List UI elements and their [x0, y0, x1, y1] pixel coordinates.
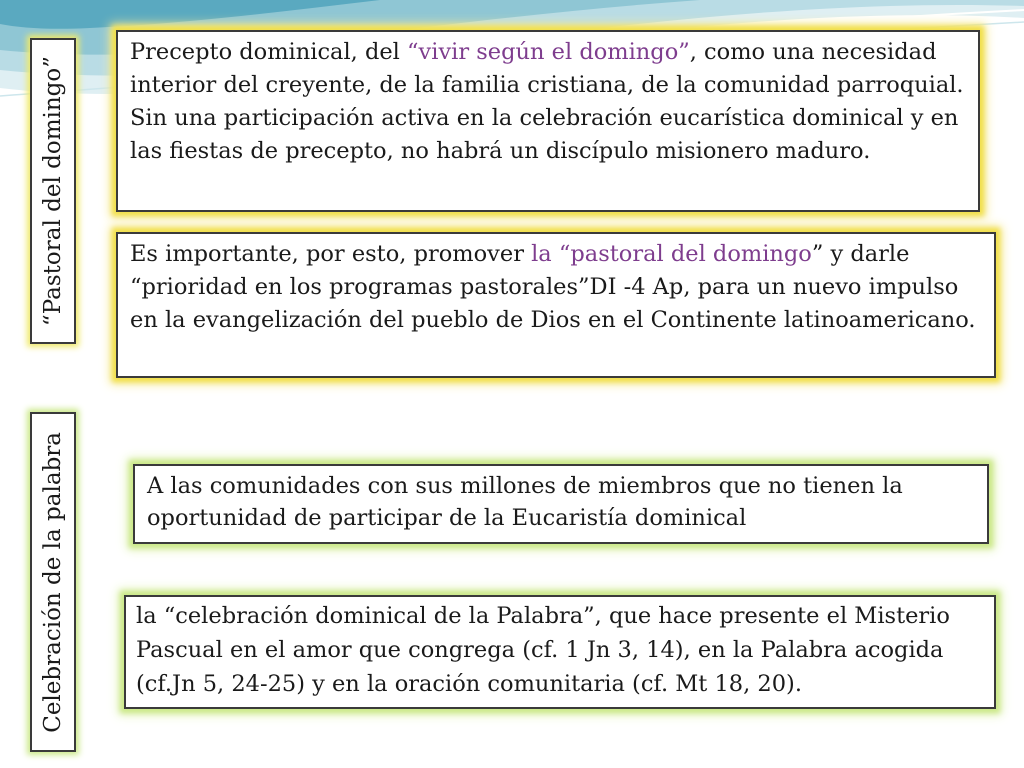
- pastoral-del-domingo-highlight: la “pastoral del domingo: [531, 241, 812, 267]
- pastoral-importance-box: [116, 232, 996, 378]
- pastoral-del-domingo-label: [30, 38, 76, 344]
- celebracion-label-text: Celebración de la palabra: [40, 431, 66, 733]
- celebracion-dominical-box: [124, 595, 996, 709]
- precepto-dominical-box: [116, 30, 980, 212]
- precepto-paragraph: Precepto dominical, del “vivir según el domingo”, como una necesidad interior del creyente, de la familia cristiana, de la comunidad parroquial.: [130, 39, 964, 98]
- celebracion-paragraph: la “celebración dominical de la Palabra”, que hace presente el Misterio Pascual en el amor que congrega (cf. 1 Jn 3, 14), en la Palabra acogida (cf.Jn 5, 24-25) y en la oración comunitaria (cf. Mt 18, 20).: [136, 603, 950, 697]
- celebracion-de-la-palabra-label: [30, 412, 76, 752]
- pastoral-paragraph: Es importante, por esto, promover la “pastoral del domingo” y darle “prioridad en los programas pastorales”DI -4 Ap, para un nuevo impulso en la evangelización del pueblo de Dios en el Continente latinoamericano.: [130, 241, 976, 333]
- vivir-segun-domingo-highlight: “vivir según el domingo”: [407, 39, 690, 65]
- comunidades-paragraph: A las comunidades con sus millones de miembros que no tienen la oportunidad de participar de la Eucaristía dominical: [147, 473, 903, 531]
- participacion-paragraph: Sin una participación activa en la celebración eucarística dominical y en las fiestas de precepto, no habrá un discípulo misionero maduro.: [130, 105, 959, 164]
- pastoral-label-text: “Pastoral del domingo”: [40, 55, 66, 327]
- comunidades-box: [133, 464, 989, 544]
